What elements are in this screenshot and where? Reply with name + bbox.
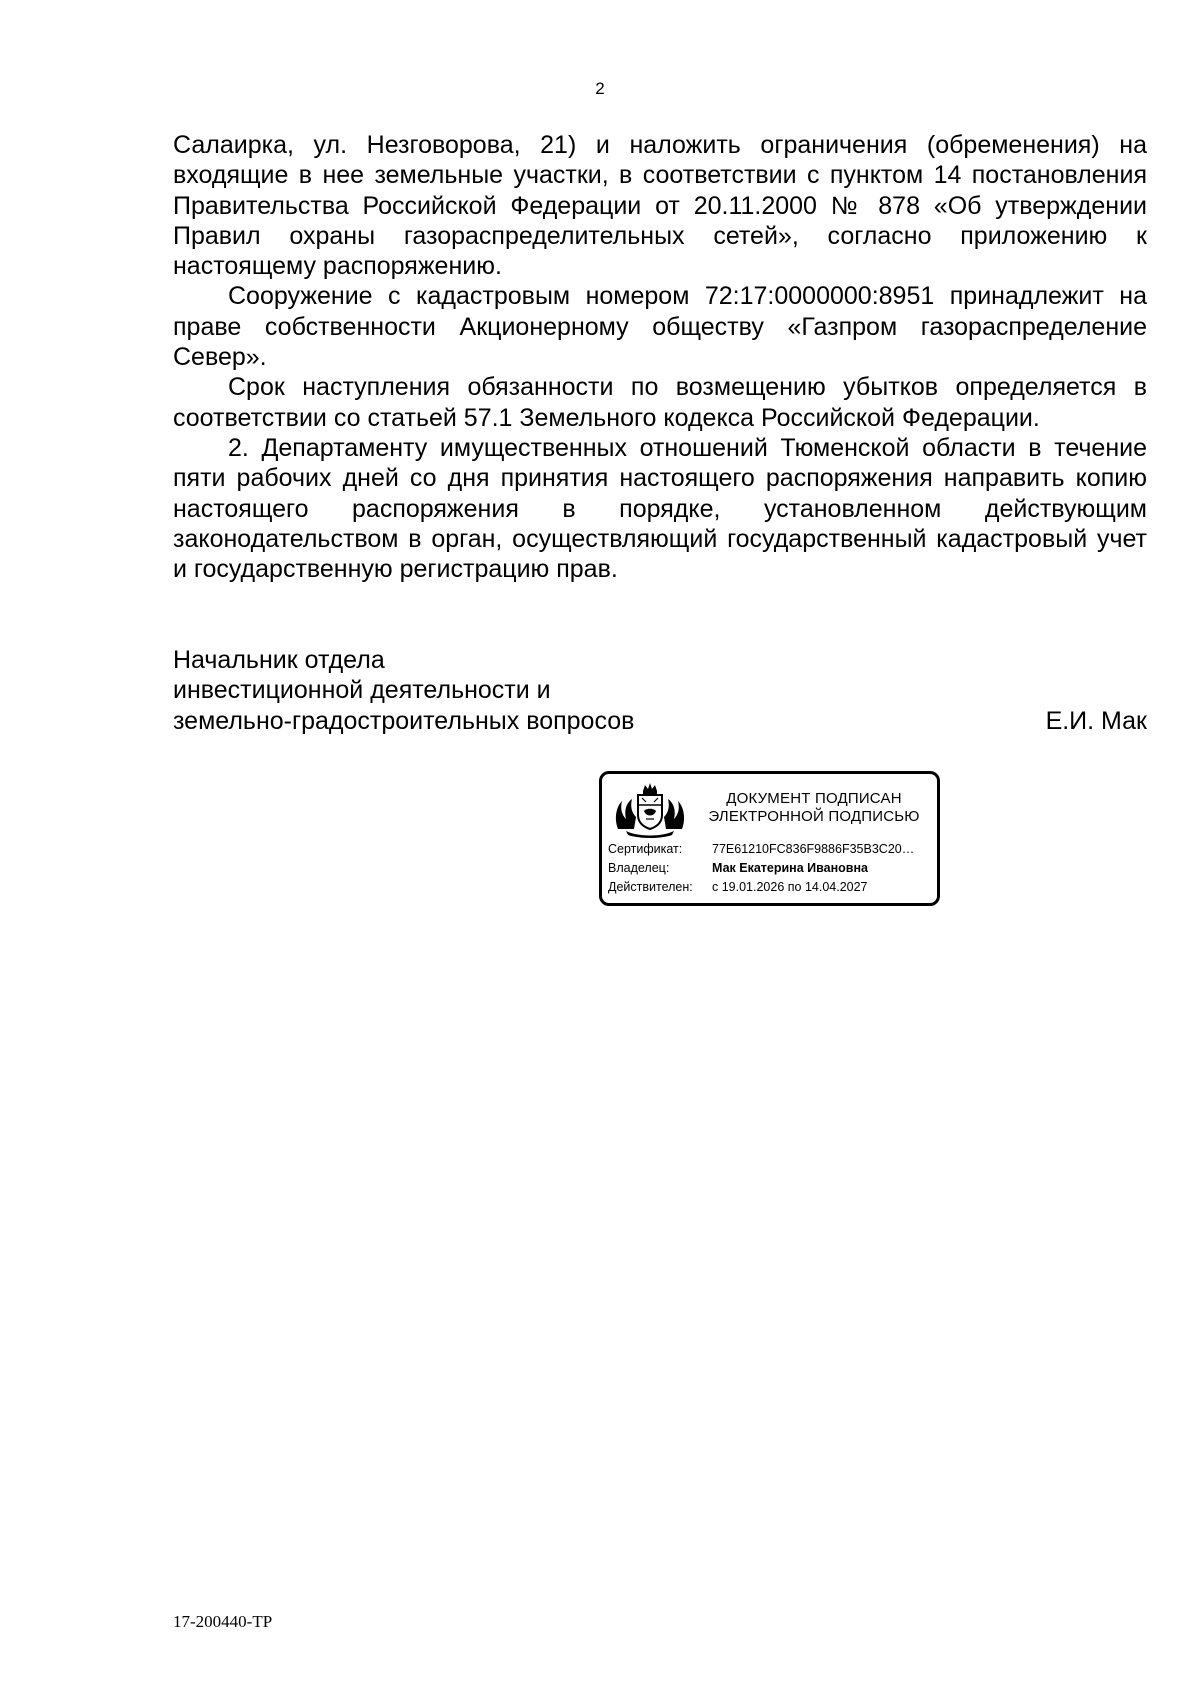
paragraph-item-2: 2. Департаменту имущественных отношений Тюменской области в течение пяти рабочих дней со дня принятия настоящего распоряжения направить копию настоящего распоряжения в порядке, установленном действующим законодательством в орган, осуществляющий государственный кадастровый учет и государственную регистрацию прав. xyxy=(173,433,1147,584)
signer-name: Е.И. Мак xyxy=(1045,706,1147,735)
document-body xyxy=(173,130,1147,584)
stamp-owner-row xyxy=(608,860,868,876)
signature-block xyxy=(173,645,1147,736)
stamp-certificate-row xyxy=(608,841,914,857)
electronic-signature-stamp xyxy=(599,771,940,906)
paragraph-continuation: Салаирка, ул. Незговорова, 21) и наложить ограничения (обременения) на входящие в нее земельные участки, в соответствии с пунктом 14 постановления Правительства Российской Федерации от 20.11.2000 № 878 «Об утверждении Правил охраны газораспределительных сетей», согласно приложению к настоящему распоряжению. xyxy=(173,131,1147,281)
stamp-owner-value: Мак Екатерина Ивановна xyxy=(712,861,868,875)
stamp-owner-label: Владелец: xyxy=(608,861,670,875)
stamp-title-line-2: ЭЛЕКТРОННОЙ ПОДПИСЬЮ xyxy=(708,808,920,825)
paragraph-ownership: Сооружение с кадастровым номером 72:17:0000000:8951 принадлежит на праве собственности Акционерному обществу «Газпром газораспределение Север». xyxy=(173,282,1147,372)
stamp-title xyxy=(694,790,934,826)
page-number: 2 xyxy=(595,79,605,98)
stamp-validity-value: с 19.01.2026 по 14.04.2027 xyxy=(712,880,868,894)
signer-position-line-1: Начальник отдела xyxy=(173,646,385,674)
signer-position-line-3: земельно-градостроительных вопросов xyxy=(173,706,635,735)
coat-of-arms-icon xyxy=(612,781,688,839)
stamp-validity-label: Действителен: xyxy=(608,880,693,894)
stamp-certificate-value: 77E61210FC836F9886F35B3C20… xyxy=(712,842,915,856)
signer-position-line-2: инвестиционной деятельности и xyxy=(173,676,551,705)
paragraph-compensation-term: Срок наступления обязанности по возмещению убытков определяется в соответствии со статьей 57.1 Земельного кодекса Российской Федерации. xyxy=(173,373,1147,432)
stamp-validity-row xyxy=(608,879,868,895)
stamp-title-line-1: ДОКУМЕНТ ПОДПИСАН xyxy=(726,790,902,807)
stamp-certificate-label: Сертификат: xyxy=(608,842,683,856)
document-code: 17-200440-ТР xyxy=(173,1612,273,1631)
